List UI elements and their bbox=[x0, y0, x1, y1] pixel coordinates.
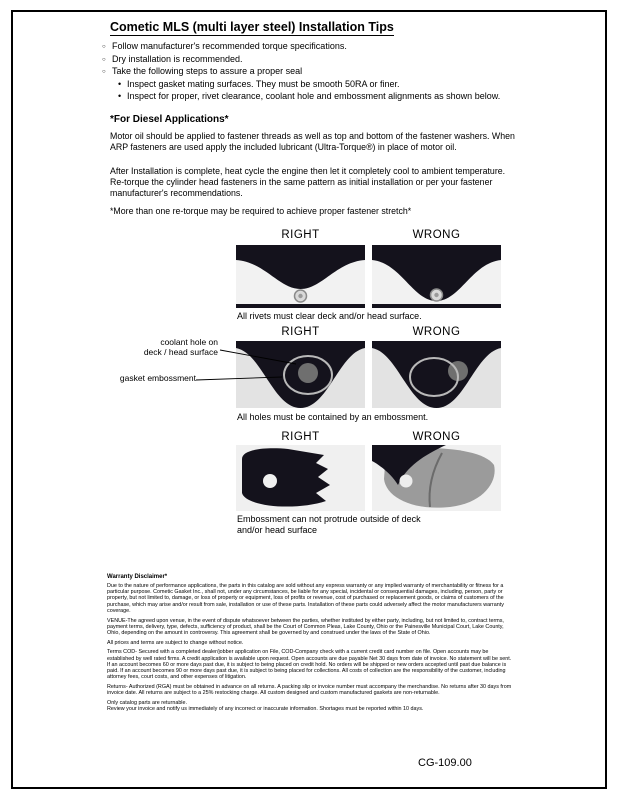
diesel-applications-heading: *For Diesel Applications* bbox=[110, 114, 229, 125]
tip-sub-item: • Inspect for proper, rivet clearance, coolant hole and embossment alignments as shown below. bbox=[117, 91, 532, 102]
caption-rivets: All rivets must clear deck and/or head surface. bbox=[237, 311, 422, 321]
warranty-paragraph: Terms COD- Secured with a completed dealer/jobber application on File, COD-Company check with a current credit card number on file. Open accounts may be established by well rated firms. A credit application is available upon request. Open accounts are due payable Net 30 days from date of invoice. No statement will be sent. If an account becomes 60 or more days past due, it is subject to being placed on credit hold. No orders will be shipped or new orders accepted until past due balance is paid. If an account becomes 90 or more days past due, it is subject to being placed for collections. All costs of collection are the responsibility of the customer, including attorney fees, court costs, and other expenses of litigation. bbox=[107, 649, 512, 681]
warranty-paragraph: Review your invoice and notify us immediately of any incorrect or inaccurate information. Shortages must be reported within 10 days. bbox=[107, 706, 424, 713]
diagram-rivet-right bbox=[236, 245, 365, 308]
gasket-shape bbox=[242, 448, 330, 506]
diesel-paragraph-3: *More than one re-torque may be required to achieve proper fastener stretch* bbox=[110, 206, 412, 216]
diagram-embossment-wrong bbox=[372, 445, 501, 511]
coolant-hole-label: coolant hole on deck / head surface bbox=[143, 337, 218, 357]
warranty-disclaimer-heading: Warranty Disclaimer* bbox=[107, 574, 168, 580]
diagram-coolant-right bbox=[236, 341, 365, 408]
tip-item: ○ Follow manufacturer's recommended torque specifications. bbox=[102, 41, 532, 52]
bolt-hole bbox=[400, 475, 413, 488]
tip-item: ○ Take the following steps to assure a proper seal bbox=[102, 66, 532, 77]
right-column-label-row2: RIGHT bbox=[281, 326, 320, 338]
wrong-column-label-row3: WRONG bbox=[412, 431, 461, 443]
bolt-hole bbox=[263, 474, 277, 488]
right-column-label-row1: RIGHT bbox=[281, 229, 320, 241]
diesel-paragraph-2: After Installation is complete, heat cycle the engine then let it completely cool to ambient temperature. Re-torque the cylinder head fasteners in the same pattern as initial installation or per your fastener manufacturer's recommendations. bbox=[110, 166, 506, 198]
right-column-label-row3: RIGHT bbox=[281, 431, 320, 443]
warranty-paragraph: Returns- Authorized (RGA) must be obtained in advance on all returns. A packing slip or invoice number must accompany the merchandise. No returns after 30 days from invoice date. All returns are subject to a 25% restocking charge. All custom designed and custom manufactured gaskets are non-returnable. bbox=[107, 683, 512, 697]
page-number: CG-109.00 bbox=[418, 757, 472, 769]
wrong-column-label-row2: WRONG bbox=[412, 326, 461, 338]
tip-item: ○ Dry installation is recommended. bbox=[102, 54, 532, 65]
warranty-paragraph: Due to the nature of performance applications, the parts in this catalog are sold without any express warranty or any implied warranty of merchantability or fitness for a particular purpose. Cometic Gasket Inc., shall not, under any circumstances, be liable for any special, incidental or consequential damages, including, person, party or property, but not limited to, damage, or loss of property or equipment, loss of profits or revenue, cost of purchased or replacement goods, or claims of customers of the purchase, which may arise and/or result from sale, installation or use of these parts. Installation of these parts could adversely affect the motor manufacturers warranty coverage. bbox=[107, 583, 504, 614]
tip-sub-item: • Inspect gasket mating surfaces. They must be smooth 50RA or finer. bbox=[117, 79, 532, 90]
caption-embossment: Embossment can not protrude outside of deck and/or head surface bbox=[237, 514, 421, 535]
warranty-disclaimer-text bbox=[107, 583, 515, 716]
coolant-hole bbox=[298, 363, 318, 383]
installation-tips-list bbox=[102, 41, 532, 104]
diagram-rivet-wrong bbox=[372, 245, 501, 308]
wrong-column-label-row1: WRONG bbox=[412, 229, 461, 241]
diesel-paragraph-1: Motor oil should be applied to fastener threads as well as top and bottom of the fastener washers. When ARP fasteners are used apply the included lubricant (Ultra-Torque®) in place of motor oil. bbox=[110, 131, 515, 152]
warranty-paragraph: Only catalog parts are returnable. bbox=[107, 699, 188, 706]
warranty-paragraph: All prices and terms are subject to change without notice. bbox=[107, 639, 244, 646]
gasket-embossment-label: gasket embossment bbox=[119, 373, 196, 383]
warranty-paragraph: VENUE-The agreed upon venue, in the event of dispute whatsoever between the parties, whether instituted by either party, including, but not limited to, contract terms, payment terms, delivery, type, defects, sufficiency of product, shall be the Court of Common Pleas, Lake County, Ohio or the Painesville Municipal Court, Lake County, Ohio, depending on the amount in controversy. This agreement shall be governed by and construed under the laws of the State of Ohio. bbox=[107, 617, 504, 636]
diagram-embossment-right bbox=[236, 445, 365, 511]
page-title: Cometic MLS (multi layer steel) Installation Tips bbox=[110, 20, 394, 34]
caption-holes: All holes must be contained by an embossment. bbox=[237, 412, 429, 422]
diagram-coolant-wrong bbox=[372, 341, 501, 408]
